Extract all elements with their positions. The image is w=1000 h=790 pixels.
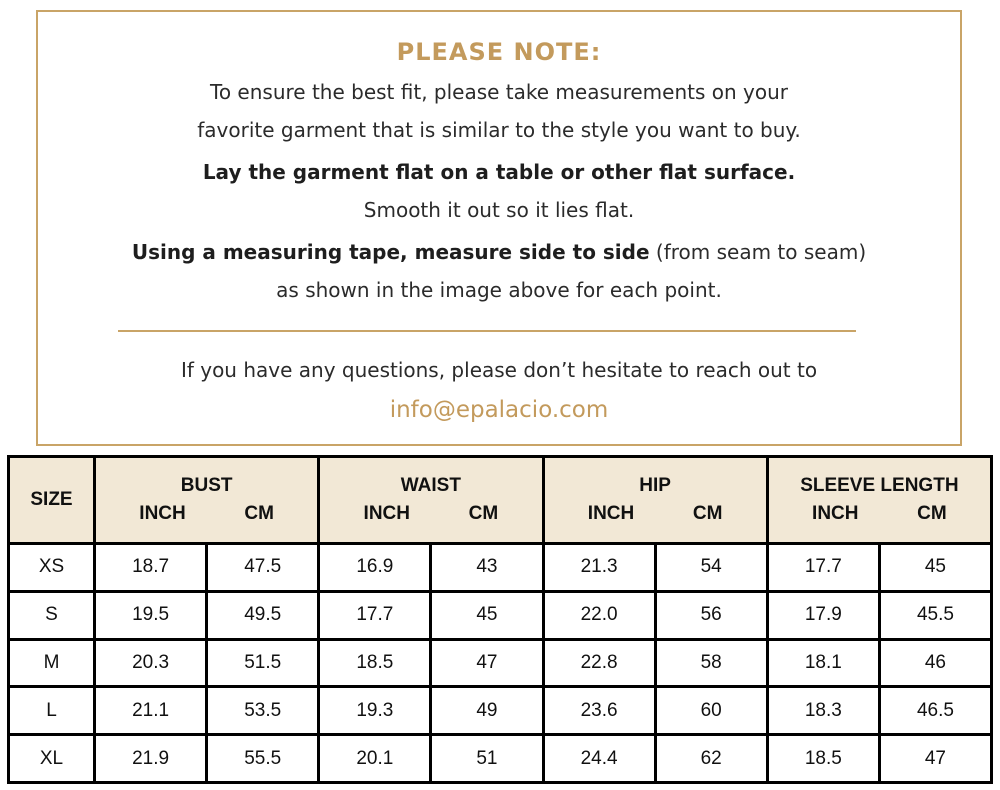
note-line-4: Smooth it out so it lies flat. [363, 198, 635, 222]
waist-inch-cell: 19.3 [319, 687, 431, 735]
hip-cm-label: CM [692, 503, 723, 524]
sleeve-inch-label: INCH [812, 503, 859, 524]
note-line-5-bold: Using a measuring tape, measure side to side [131, 240, 650, 264]
hip-inch-cell: 21.3 [543, 544, 655, 592]
sleeve-inch-cell: 17.9 [767, 591, 879, 639]
hip-inch-label: INCH [587, 503, 635, 524]
waist-header-label: WAIST [400, 475, 461, 496]
waist-inch-cell: 18.5 [319, 639, 431, 687]
bust-inch-cell: 18.7 [95, 544, 207, 592]
bust-inch-label: INCH [139, 503, 186, 524]
sleeve-cm-cell: 46.5 [879, 687, 991, 735]
waist-column-header [319, 457, 543, 544]
waist-cm-cell: 45 [431, 591, 543, 639]
note-line-5-rest: (from seam to seam) [649, 240, 867, 264]
contact-email[interactable]: info@epalacio.com [389, 397, 609, 423]
hip-column-header [543, 457, 767, 544]
sleeve-cm-cell: 46 [879, 639, 991, 687]
table-row [9, 687, 992, 735]
hip-cm-cell: 58 [655, 639, 767, 687]
hip-inch-cell: 23.6 [543, 687, 655, 735]
waist-cm-label: CM [468, 503, 499, 524]
bust-cm-cell: 49.5 [207, 591, 319, 639]
sleeve-cm-cell: 45 [879, 544, 991, 592]
sleeve-inch-cell: 18.1 [767, 639, 879, 687]
waist-cm-cell: 47 [431, 639, 543, 687]
note-line-6: as shown in the image above for each point. [276, 278, 722, 302]
waist-cm-cell: 51 [431, 735, 543, 783]
bust-cm-cell: 55.5 [207, 735, 319, 783]
hip-header-label: HIP [639, 475, 671, 496]
sleeve-inch-cell: 18.3 [767, 687, 879, 735]
waist-inch-cell: 20.1 [319, 735, 431, 783]
hip-cm-cell: 60 [655, 687, 767, 735]
size-cell: XL [9, 735, 95, 783]
bust-cm-cell: 47.5 [207, 544, 319, 592]
sleeve-cm-cell: 45.5 [879, 591, 991, 639]
bust-cm-label: CM [244, 503, 274, 524]
hip-inch-cell: 24.4 [543, 735, 655, 783]
note-line-3-text: Lay the garment flat on a table or other flat surface. [202, 160, 796, 184]
note-line-3 [38, 160, 960, 184]
size-column-header: SIZE [9, 457, 95, 544]
bust-inch-cell: 20.3 [95, 639, 207, 687]
size-cell: S [9, 591, 95, 639]
waist-inch-label: INCH [363, 503, 410, 524]
hip-inch-cell: 22.0 [543, 591, 655, 639]
sleeve-cm-label: CM [917, 503, 947, 524]
size-cell: L [9, 687, 95, 735]
bust-cm-cell: 53.5 [207, 687, 319, 735]
note-box [36, 10, 962, 446]
sleeve-length-column-header [767, 457, 991, 544]
table-row [9, 544, 992, 592]
bust-inch-cell: 21.1 [95, 687, 207, 735]
waist-inch-cell: 16.9 [319, 544, 431, 592]
sleeve-cm-cell: 47 [879, 735, 991, 783]
table-row [9, 591, 992, 639]
bust-header-label: BUST [180, 475, 233, 496]
hip-inch-cell: 22.8 [543, 639, 655, 687]
sleeve-length-header-label: SLEEVE LENGTH [800, 475, 959, 496]
note-line-1: To ensure the best fit, please take measurements on your [210, 80, 788, 104]
hip-cm-cell: 62 [655, 735, 767, 783]
note-divider [118, 330, 856, 332]
size-cell: M [9, 639, 95, 687]
note-line-2: favorite garment that is similar to the style you want to buy. [197, 118, 801, 142]
bust-column-header [95, 457, 319, 544]
waist-inch-cell: 17.7 [319, 591, 431, 639]
bust-inch-cell: 19.5 [95, 591, 207, 639]
note-line-5 [38, 240, 960, 264]
hip-cm-cell: 56 [655, 591, 767, 639]
size-chart-table [7, 455, 993, 784]
note-title: PLEASE NOTE: [396, 38, 602, 66]
table-row [9, 639, 992, 687]
sleeve-inch-cell: 17.7 [767, 544, 879, 592]
hip-cm-cell: 54 [655, 544, 767, 592]
sleeve-inch-cell: 18.5 [767, 735, 879, 783]
bust-inch-cell: 21.9 [95, 735, 207, 783]
table-row [9, 735, 992, 783]
bust-cm-cell: 51.5 [207, 639, 319, 687]
note-line-7: If you have any questions, please don’t hesitate to reach out to [180, 358, 818, 382]
waist-cm-cell: 43 [431, 544, 543, 592]
table-header-row [9, 457, 992, 544]
size-cell: XS [9, 544, 95, 592]
waist-cm-cell: 49 [431, 687, 543, 735]
